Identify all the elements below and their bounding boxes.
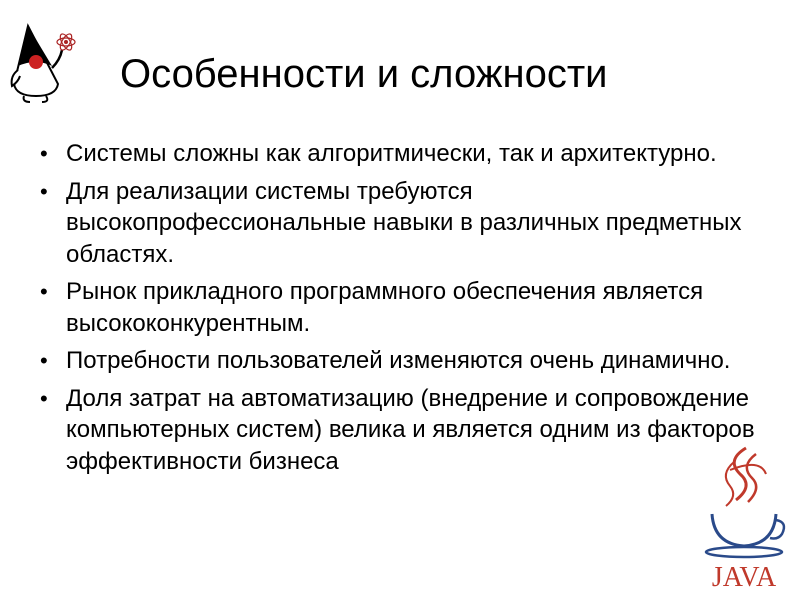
bullet-text: Рынок прикладного программного обеспечения является высококонкурентным. — [66, 278, 704, 337]
bullet-text: Для реализации системы требуются высокопрофессиональные навыки в различных предметных областях. — [66, 177, 742, 268]
bullet-item — [38, 383, 778, 478]
java-wordmark: JAVA — [711, 562, 777, 592]
java-logo-icon — [700, 440, 790, 592]
bullet-item — [38, 345, 778, 377]
bullet-item — [38, 176, 778, 271]
bullet-marker: • — [40, 348, 48, 373]
bullet-marker: • — [40, 279, 48, 304]
bullet-marker: • — [40, 141, 48, 166]
bullet-text: Системы сложны как алгоритмически, так и архитектурно. — [66, 140, 717, 167]
bullet-marker: • — [40, 178, 48, 204]
slide-title: Особенности и сложности — [120, 52, 608, 96]
bullet-text: Доля затрат на автоматизацию (внедрение и сопровождение компьютерных систем) велика и является одним из факторов эффективности бизнеса — [66, 384, 755, 475]
bullet-text: Потребности пользователей изменяются очень динамично. — [66, 347, 731, 374]
bullet-marker: • — [40, 385, 48, 411]
duke-mascot-icon — [6, 22, 76, 104]
bullet-list — [38, 138, 778, 483]
bullet-item — [38, 138, 778, 170]
bullet-item — [38, 276, 778, 339]
